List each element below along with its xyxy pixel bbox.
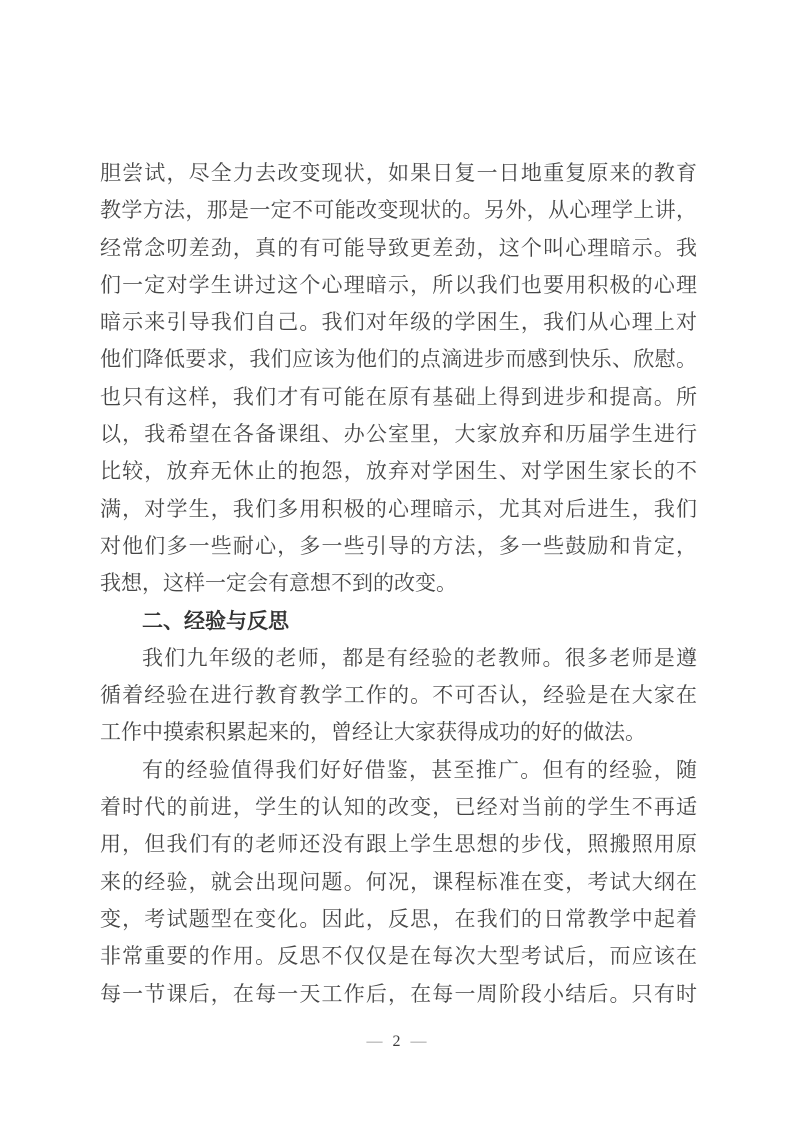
page-footer xyxy=(0,1031,793,1053)
text-line: 用，但我们有的老师还没有跟上学生思想的步伐，照搬照用原 xyxy=(100,832,697,857)
page-number: 2 xyxy=(392,1033,401,1050)
text-line: 对他们多一些耐心，多一些引导的方法，多一些鼓励和肯定， xyxy=(100,533,697,558)
text-line: 变，考试题型在变化。因此，反思，在我们的日常教学中起着 xyxy=(100,906,697,931)
text-line: 着时代的前进，学生的认知的改变，已经对当前的学生不再适 xyxy=(100,795,697,820)
text-line: 胆尝试，尽全力去改变现状，如果日复一日地重复原来的教育 xyxy=(100,161,697,185)
text-line: 我想，这样一定会有意想不到的改变。 xyxy=(100,571,457,596)
text-line: 们一定对学生讲过这个心理暗示，所以我们也要用积极的心理 xyxy=(100,272,697,297)
text-line: 教学方法，那是一定不可能改变现状的。另外，从心理学上讲， xyxy=(100,198,697,223)
text-line: 比较，放弃无休止的抱怨，放弃对学困生、对学困生家长的不 xyxy=(100,459,697,484)
text-line: 以，我希望在各备课组、办公室里，大家放弃和历届学生进行 xyxy=(100,422,697,447)
text-line: 每一节课后，在每一天工作后，在每一周阶段小结后。只有时 xyxy=(100,981,697,1006)
text-line: 循着经验在进行教育教学工作的。不可否认，经验是在大家在 xyxy=(100,683,697,708)
text-line: 来的经验，就会出现问题。何况，课程标准在变，考试大纲在 xyxy=(100,869,697,894)
text-line: 我们九年级的老师，都是有经验的老教师。很多老师是遵 xyxy=(142,645,697,670)
text-line: 经常念叨差劲，真的有可能导致更差劲，这个叫心理暗示。我 xyxy=(100,235,697,260)
text-line: 非常重要的作用。反思不仅仅是在每次大型考试后，而应该在 xyxy=(100,944,697,969)
text-line: 满，对学生，我们多用积极的心理暗示，尤其对后进生，我们 xyxy=(100,496,697,521)
footer-dash-right: — xyxy=(410,1033,427,1050)
text-line: 暗示来引导我们自己。我们对年级的学困生，我们从心理上对 xyxy=(100,310,697,335)
text-line: 他们降低要求，我们应该为他们的点滴进步而感到快乐、欣慰。 xyxy=(100,347,697,372)
section-heading: 二、经验与反思 xyxy=(142,608,289,633)
footer-dash-left: — xyxy=(366,1033,383,1050)
text-line: 也只有这样，我们才有可能在原有基础上得到进步和提高。所 xyxy=(100,384,697,409)
text-line: 工作中摸索积累起来的，曾经让大家获得成功的好的做法。 xyxy=(100,720,646,745)
text-line: 有的经验值得我们好好借鉴，甚至推广。但有的经验，随 xyxy=(142,757,697,782)
document-body xyxy=(100,155,697,1013)
